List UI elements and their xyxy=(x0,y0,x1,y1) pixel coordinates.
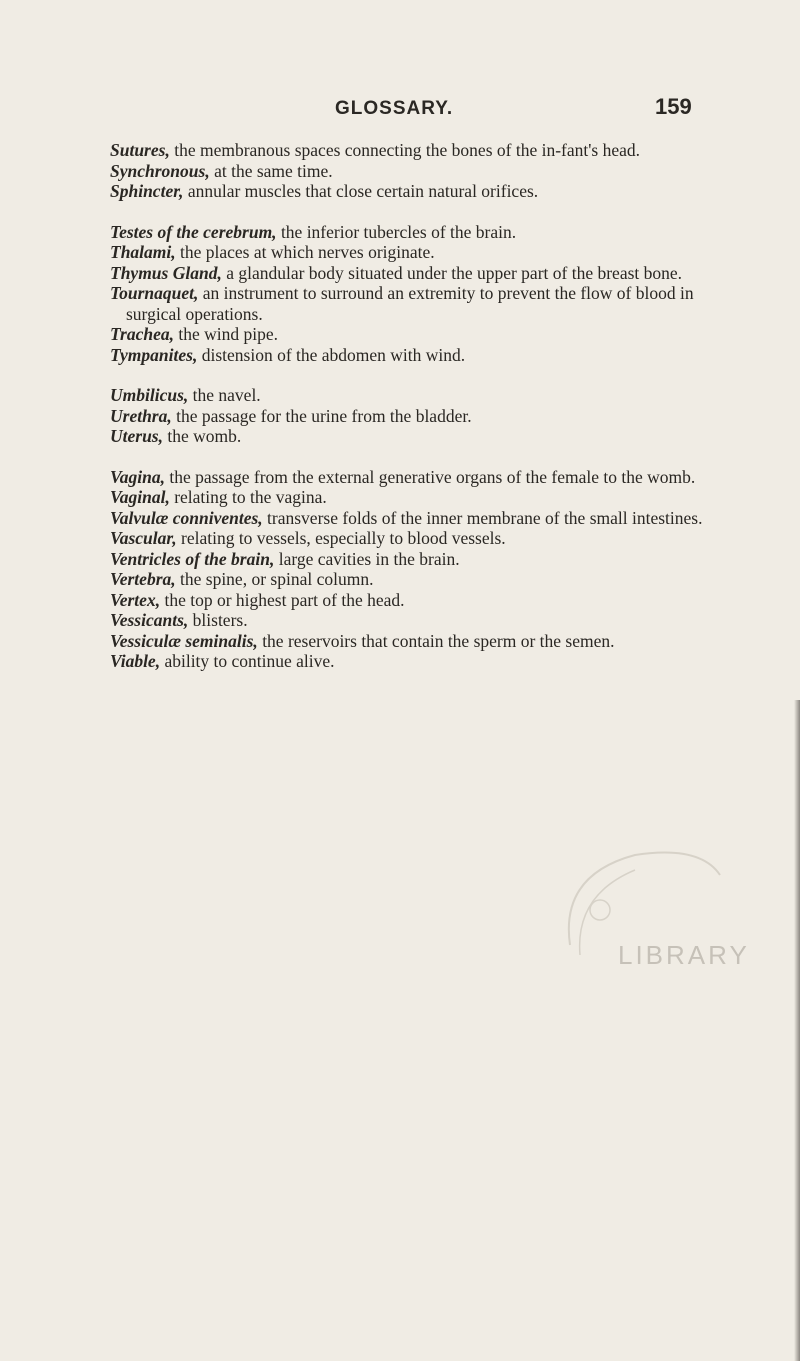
entry-definition: the womb. xyxy=(167,426,242,446)
entry-term: Uterus, xyxy=(110,426,163,446)
glossary-entry xyxy=(110,161,730,182)
entry-definition: relating to vessels, especially to blood vessels. xyxy=(181,528,506,548)
entry-term: Trachea, xyxy=(110,324,174,344)
glossary-entry xyxy=(110,487,730,508)
glossary-group-t xyxy=(110,222,730,366)
entry-term: Sphincter, xyxy=(110,181,184,201)
page-edge-shadow xyxy=(794,700,800,1361)
glossary-entry xyxy=(110,345,730,366)
glossary-entry xyxy=(110,263,730,284)
entry-definition: relating to the vagina. xyxy=(174,487,327,507)
entry-definition: transverse folds of the inner membrane of the small intestines. xyxy=(267,507,703,528)
glossary-entry xyxy=(110,549,730,570)
glossary-entry xyxy=(110,631,730,652)
entry-definition: the spine, or spinal column. xyxy=(180,569,374,589)
library-stamp-text: LIBRARY xyxy=(618,940,750,970)
glossary-entry xyxy=(110,324,730,345)
glossary-group-s xyxy=(110,140,730,202)
glossary-entry xyxy=(110,140,730,161)
entry-term: Vaginal, xyxy=(110,487,170,507)
entry-definition: the passage from the external generative organs of the female to the womb. xyxy=(169,466,696,487)
running-head: GLOSSARY. xyxy=(335,98,454,119)
entry-definition: the membranous spaces connecting the bones of the in-fant's head. xyxy=(174,140,640,160)
entry-term: Tympanites, xyxy=(110,344,198,365)
page-number: 159 xyxy=(655,94,692,119)
entry-definition: the navel. xyxy=(192,385,261,405)
glossary-entry xyxy=(110,283,730,324)
glossary-entries xyxy=(110,140,730,692)
entry-term: Vascular, xyxy=(110,528,177,548)
entry-definition: a glandular body situated under the upper part of the breast bone. xyxy=(226,262,683,283)
entry-term: Thymus Gland, xyxy=(110,262,222,283)
glossary-entry xyxy=(110,569,730,590)
glossary-entry xyxy=(110,242,730,263)
entry-term: Vertebra, xyxy=(110,569,176,589)
entry-term: Vessiculæ seminalis, xyxy=(110,630,258,651)
glossary-entry xyxy=(110,508,730,529)
entry-term: Vagina, xyxy=(110,466,165,487)
entry-term: Urethra, xyxy=(110,405,172,426)
glossary-entry xyxy=(110,590,730,611)
entry-term: Umbilicus, xyxy=(110,385,189,405)
glossary-entry xyxy=(110,406,730,427)
entry-definition: the places at which nerves originate. xyxy=(180,242,435,262)
entry-definition: the inferior tubercles of the brain. xyxy=(280,221,517,242)
glossary-entry xyxy=(110,467,730,488)
entry-definition: the passage for the urine from the bladder. xyxy=(176,405,472,426)
entry-term: Vessicants, xyxy=(110,610,189,630)
glossary-entry xyxy=(110,385,730,406)
entry-definition: distension of the abdomen with wind. xyxy=(201,344,466,365)
entry-definition: large cavities in the brain. xyxy=(278,548,460,569)
entry-term: Vertex, xyxy=(110,589,161,610)
entry-definition: ability to continue alive. xyxy=(164,651,335,671)
glossary-entry xyxy=(110,181,730,202)
entry-term: Testes of the cerebrum, xyxy=(110,221,277,242)
entry-term: Sutures, xyxy=(110,140,170,160)
glossary-group-u xyxy=(110,385,730,447)
entry-definition: the reservoirs that contain the sperm or the semen. xyxy=(262,630,615,651)
glossary-entry xyxy=(110,222,730,243)
entry-term: Thalami, xyxy=(110,242,176,262)
glossary-entry xyxy=(110,651,730,672)
glossary-entry xyxy=(110,528,730,549)
entry-definition: an instrument to surround an extremity to prevent the flow of blood in surgical operations. xyxy=(126,283,694,324)
entry-term: Ventricles of the brain, xyxy=(110,548,275,569)
glossary-group-v xyxy=(110,467,730,672)
glossary-entry xyxy=(110,426,730,447)
page-header xyxy=(0,94,800,124)
entry-term: Viable, xyxy=(110,651,161,671)
entry-definition: at the same time. xyxy=(214,160,333,181)
entry-term: Valvulæ conniventes, xyxy=(110,507,263,528)
entry-term: Synchronous, xyxy=(110,160,210,181)
entry-definition: the top or highest part of the head. xyxy=(164,589,405,610)
entry-definition: the wind pipe. xyxy=(178,324,279,344)
glossary-entry xyxy=(110,610,730,631)
entry-definition: blisters. xyxy=(192,610,248,630)
entry-term: Tournaquet, xyxy=(110,283,199,303)
entry-definition: annular muscles that close certain natural orifices. xyxy=(187,181,539,201)
